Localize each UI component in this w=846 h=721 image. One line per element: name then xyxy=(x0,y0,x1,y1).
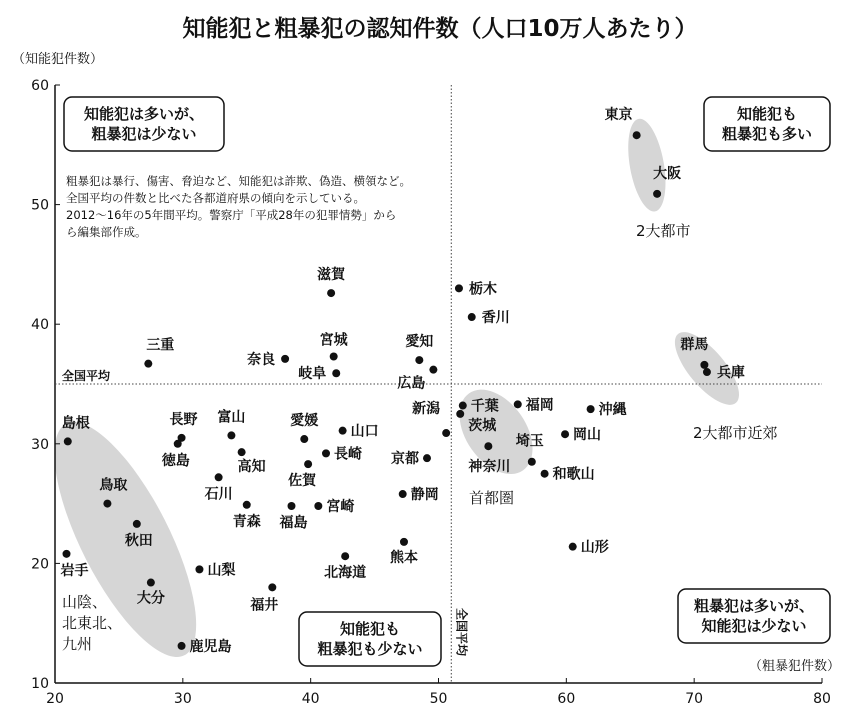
point-label: 山口 xyxy=(350,423,379,440)
national-average-label: 全国平均 xyxy=(62,369,111,383)
x-axis-label: （粗暴犯件数） xyxy=(748,659,840,674)
point-label: 福島 xyxy=(279,514,308,531)
point-label: 愛媛 xyxy=(290,413,319,430)
point-label: 青森 xyxy=(232,513,261,530)
point-label: 秋田 xyxy=(124,532,153,549)
group-label: 2大都市 xyxy=(636,222,691,240)
point-栃木 xyxy=(455,284,463,292)
y-tick-label: 40 xyxy=(31,317,49,334)
point-広島 xyxy=(429,366,437,374)
group-label-line: 山陰、 xyxy=(62,593,108,611)
point-label: 島根 xyxy=(61,415,90,432)
point-label: 岐阜 xyxy=(298,366,327,383)
point-岩手 xyxy=(63,550,71,558)
y-tick-label: 10 xyxy=(31,676,49,692)
group-label-line: 北東北、 xyxy=(62,614,123,632)
point-鳥取 xyxy=(103,500,111,508)
point-label: 和歌山 xyxy=(552,466,595,483)
point-label: 東京 xyxy=(604,107,633,124)
point-静岡 xyxy=(399,490,407,498)
x-tick-label: 60 xyxy=(557,691,576,707)
point-label: 京都 xyxy=(390,451,419,468)
point-label: 新潟 xyxy=(412,401,441,418)
point-label: 栃木 xyxy=(468,281,497,298)
point-愛媛 xyxy=(300,435,308,443)
point-滋賀 xyxy=(327,289,335,297)
point-沖縄 xyxy=(587,405,595,413)
point-label: 滋賀 xyxy=(317,267,346,284)
point-label: 鳥取 xyxy=(99,477,128,494)
x-tick-label: 50 xyxy=(429,691,448,707)
point-香川 xyxy=(468,313,476,321)
point-佐賀 xyxy=(304,460,312,468)
point-千葉 xyxy=(459,402,467,410)
point-label: 宮崎 xyxy=(326,498,355,515)
point-label: 静岡 xyxy=(410,487,439,504)
note-line: 2012〜16年の5年間平均。警察庁「平成28年の犯罪情勢」から xyxy=(66,208,397,222)
point-label: 高知 xyxy=(237,459,266,476)
point-鹿児島 xyxy=(178,642,186,650)
point-神奈川 xyxy=(484,442,492,450)
point-石川 xyxy=(215,473,223,481)
point-label: 山形 xyxy=(580,539,609,556)
point-label: 福岡 xyxy=(525,397,554,414)
point-高知 xyxy=(238,448,246,456)
point-北海道 xyxy=(341,552,349,560)
point-label: 神奈川 xyxy=(468,459,511,476)
point-宮崎 xyxy=(314,502,322,510)
point-徳島 xyxy=(174,440,182,448)
point-label: 兵庫 xyxy=(716,365,745,382)
x-tick-label: 80 xyxy=(813,691,831,707)
x-tick-label: 70 xyxy=(685,691,704,707)
point-富山 xyxy=(227,431,235,439)
y-axis-label: （知能犯件数） xyxy=(12,52,104,67)
y-tick-label: 20 xyxy=(31,556,49,573)
point-label: 茨城 xyxy=(468,417,497,434)
quadrant-label: 粗暴犯は少ない xyxy=(91,125,197,143)
point-福島 xyxy=(287,502,295,510)
point-label: 広島 xyxy=(397,375,426,392)
point-label: 大阪 xyxy=(653,165,682,182)
point-大阪 xyxy=(653,190,661,198)
point-label: 宮城 xyxy=(319,332,348,349)
point-label: 沖縄 xyxy=(598,402,627,419)
point-label: 石川 xyxy=(204,486,233,503)
y-tick-label: 30 xyxy=(31,436,49,453)
point-山口 xyxy=(339,427,347,435)
point-埼玉 xyxy=(528,458,536,466)
x-tick-label: 30 xyxy=(173,691,192,707)
point-label: 埼玉 xyxy=(515,433,544,450)
point-和歌山 xyxy=(541,470,549,478)
quadrant-label: 知能犯は少ない xyxy=(701,617,807,635)
group-label-line: 九州 xyxy=(62,635,93,653)
point-label: 北海道 xyxy=(324,565,367,582)
quadrant-label: 知能犯も xyxy=(339,620,401,638)
point-岐阜 xyxy=(332,369,340,377)
chart-title: 知能犯と粗暴犯の認知件数（人口10万人あたり） xyxy=(182,16,698,42)
note-text xyxy=(66,174,411,239)
point-label: 三重 xyxy=(146,337,175,354)
quadrant-label: 粗暴犯も多い xyxy=(721,125,813,143)
point-奈良 xyxy=(281,355,289,363)
point-label: 群馬 xyxy=(680,336,709,353)
note-line: 全国平均の件数と比べた各都道府県の傾向を示している。 xyxy=(66,191,365,205)
point-長崎 xyxy=(322,449,330,457)
point-label: 富山 xyxy=(217,409,246,426)
point-三重 xyxy=(144,360,152,368)
point-label: 愛知 xyxy=(405,334,434,351)
point-label: 福井 xyxy=(250,597,279,614)
point-京都 xyxy=(423,454,431,462)
point-秋田 xyxy=(133,520,141,528)
x-tick-label: 40 xyxy=(301,691,320,707)
x-tick-label: 20 xyxy=(46,691,64,707)
quadrant-label: 粗暴犯も少ない xyxy=(317,640,423,658)
national-average-vertical-label: 全国平均 xyxy=(454,608,469,657)
point-label: 岩手 xyxy=(60,562,89,579)
point-label: 奈良 xyxy=(247,351,276,368)
point-label: 香川 xyxy=(481,310,510,327)
point-岡山 xyxy=(561,430,569,438)
point-兵庫 xyxy=(703,368,711,376)
group-label: 2大都市近郊 xyxy=(693,424,778,442)
point-愛知 xyxy=(415,356,423,364)
point-島根 xyxy=(64,437,72,445)
quadrant-label: 知能犯は多いが、 xyxy=(83,105,205,123)
point-label: 鹿児島 xyxy=(189,638,232,655)
point-山形 xyxy=(569,543,577,551)
y-tick-label: 50 xyxy=(31,197,49,214)
point-label: 佐賀 xyxy=(288,473,317,490)
point-群馬 xyxy=(700,361,708,369)
point-宮城 xyxy=(330,352,338,360)
point-大分 xyxy=(147,579,155,587)
point-新潟 xyxy=(442,429,450,437)
point-label: 熊本 xyxy=(389,549,418,566)
group-label: 首都圏 xyxy=(469,489,515,507)
point-label: 徳島 xyxy=(161,452,190,469)
y-tick-label: 60 xyxy=(31,78,49,94)
point-茨城 xyxy=(456,410,464,418)
quadrant-label: 粗暴犯は多いが、 xyxy=(693,597,815,615)
point-label: 千葉 xyxy=(470,398,499,415)
note-line: 粗暴犯は暴行、傷害、脅迫など、知能犯は詐欺、偽造、横領など。 xyxy=(66,174,411,188)
point-青森 xyxy=(243,501,251,509)
point-label: 山梨 xyxy=(207,562,236,579)
point-label: 岡山 xyxy=(573,427,602,444)
point-label: 長野 xyxy=(169,411,198,428)
quadrant-label: 知能犯も xyxy=(736,105,798,123)
point-label: 大分 xyxy=(136,590,165,607)
point-東京 xyxy=(633,131,641,139)
point-福井 xyxy=(268,583,276,591)
point-label: 長崎 xyxy=(334,446,363,463)
point-熊本 xyxy=(400,538,408,546)
point-山梨 xyxy=(195,565,203,573)
note-line: ら編集部作成。 xyxy=(66,225,147,239)
point-福岡 xyxy=(514,400,522,408)
